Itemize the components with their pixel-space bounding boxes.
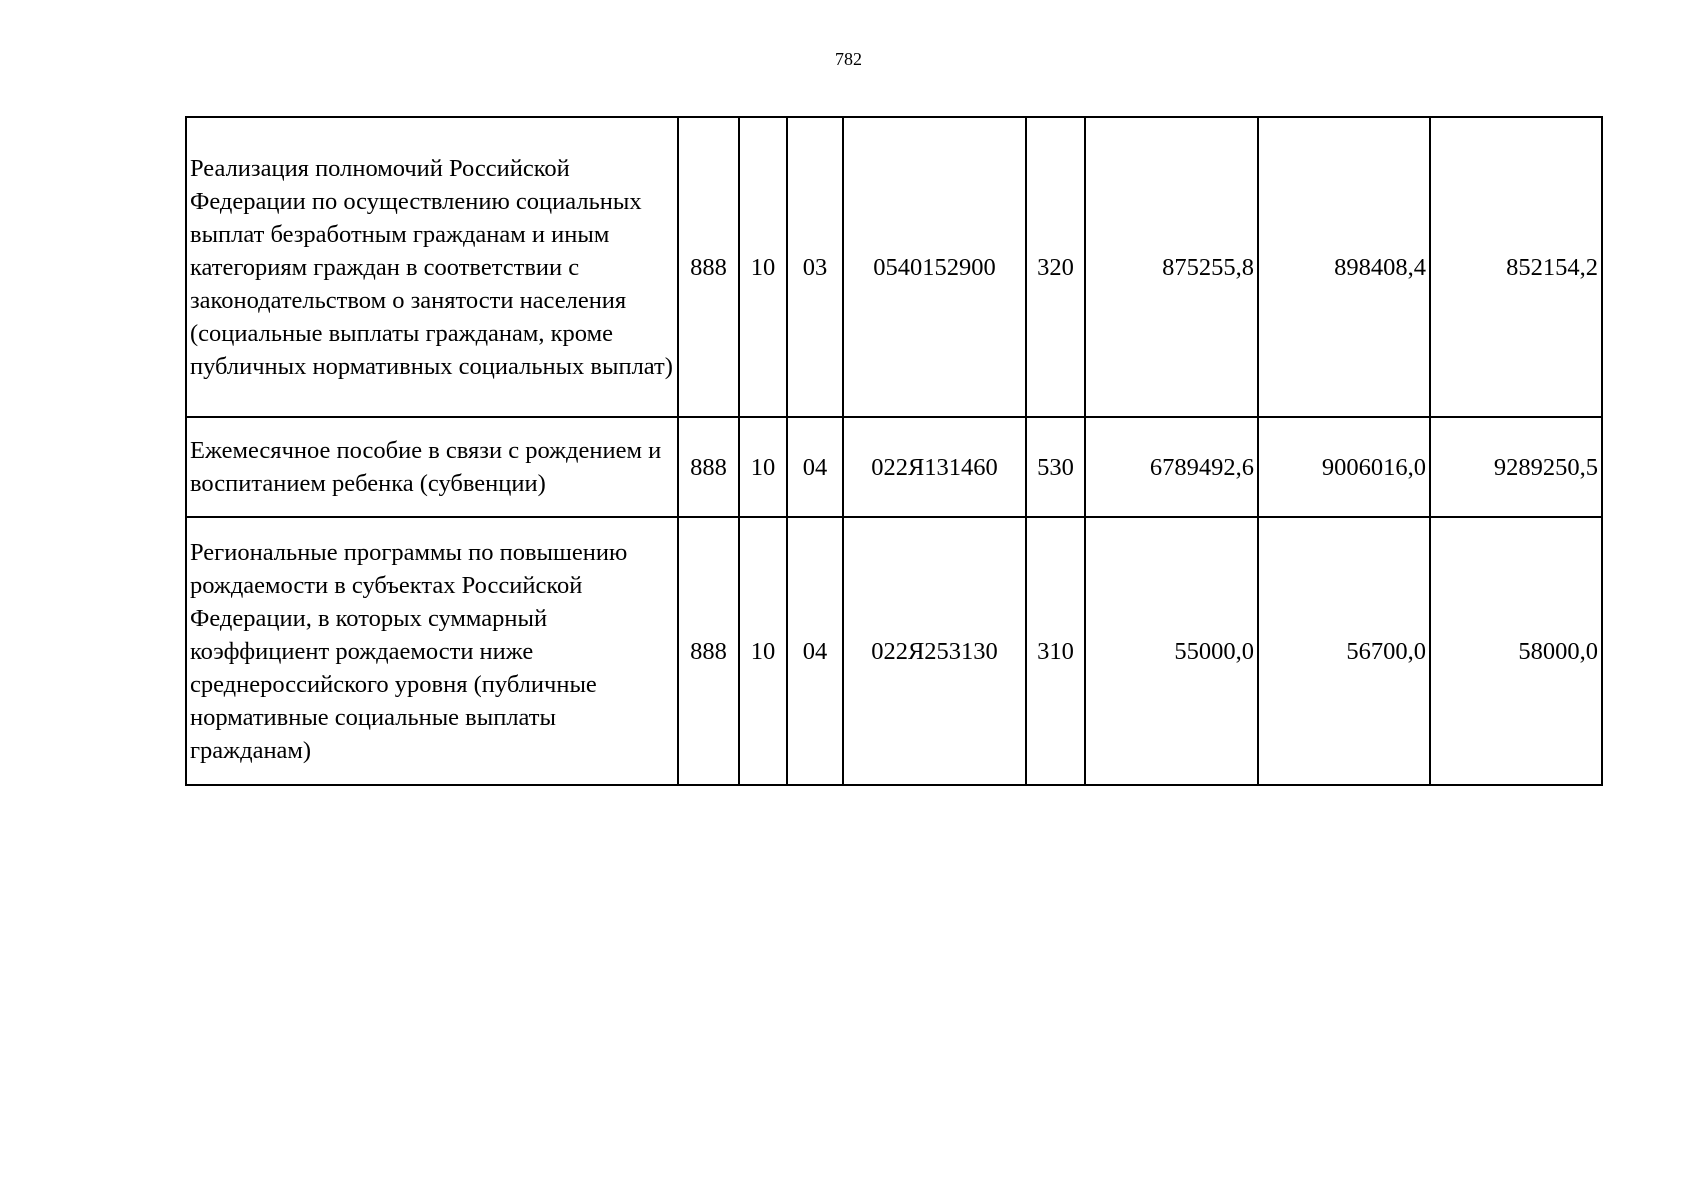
table-row — [186, 517, 1602, 785]
expense-type-code: 320 — [1026, 117, 1085, 417]
subsection-code: 04 — [787, 517, 843, 785]
ministry-code: 888 — [678, 517, 739, 785]
target-article-code: 022Я253130 — [843, 517, 1026, 785]
table-row — [186, 117, 1602, 417]
target-article-code: 022Я131460 — [843, 417, 1026, 517]
ministry-code: 888 — [678, 117, 739, 417]
row-description: Реализация полномочий Российской Федерации по осуществлению социальных выплат безработным гражданам и иным категориям граждан в соответствии с законодательством о занятости населения (социальные выплаты гражданам, кроме публичных нормативных социальных выплат) — [186, 117, 678, 417]
subsection-code: 03 — [787, 117, 843, 417]
expense-type-code: 310 — [1026, 517, 1085, 785]
amount-year-2: 56700,0 — [1258, 517, 1430, 785]
amount-year-3: 9289250,5 — [1430, 417, 1602, 517]
section-code: 10 — [739, 117, 787, 417]
amount-year-1: 55000,0 — [1085, 517, 1258, 785]
section-code: 10 — [739, 417, 787, 517]
amount-year-1: 875255,8 — [1085, 117, 1258, 417]
target-article-code: 0540152900 — [843, 117, 1026, 417]
section-code: 10 — [739, 517, 787, 785]
row-description: Ежемесячное пособие в связи с рождением и воспитанием ребенка (субвенции) — [186, 417, 678, 517]
budget-table — [185, 116, 1603, 786]
expense-type-code: 530 — [1026, 417, 1085, 517]
ministry-code: 888 — [678, 417, 739, 517]
row-description: Региональные программы по повышению рождаемости в субъектах Российской Федерации, в которых суммарный коэффициент рождаемости ниже среднероссийского уровня (публичные нормативные социальные выплаты гражданам) — [186, 517, 678, 785]
table-row — [186, 417, 1602, 517]
amount-year-3: 852154,2 — [1430, 117, 1602, 417]
amount-year-2: 9006016,0 — [1258, 417, 1430, 517]
subsection-code: 04 — [787, 417, 843, 517]
amount-year-1: 6789492,6 — [1085, 417, 1258, 517]
amount-year-2: 898408,4 — [1258, 117, 1430, 417]
page-number: 782 — [835, 49, 862, 69]
amount-year-3: 58000,0 — [1430, 517, 1602, 785]
